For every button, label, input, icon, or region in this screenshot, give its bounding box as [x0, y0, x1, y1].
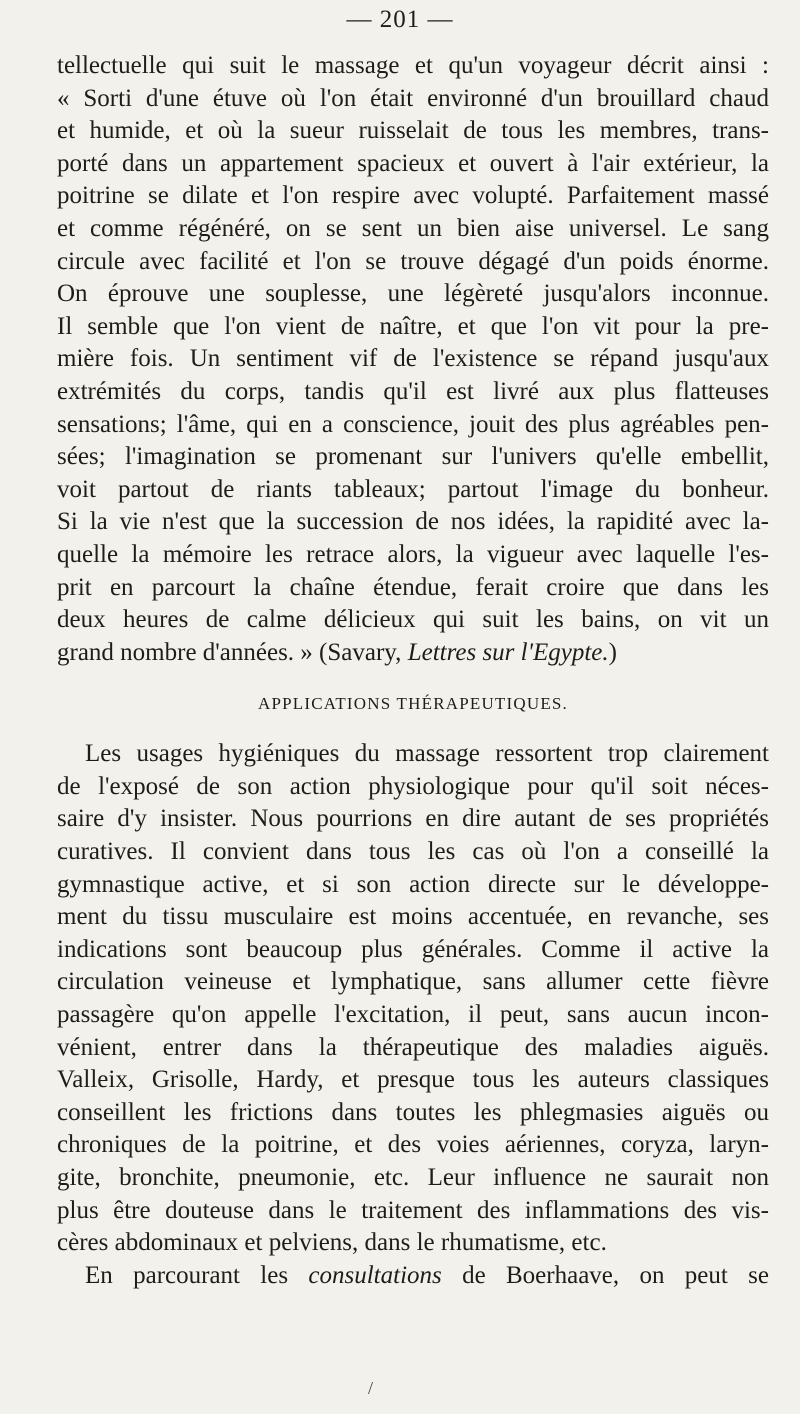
- text-line: porté dans un appartement spacieux et ouvert à l'air extérieur, la: [57, 149, 769, 177]
- text-line: passagère qu'on appelle l'excitation, il peut, sans aucun incon-: [57, 1001, 769, 1029]
- text-line: plus être douteuse dans le traitement des inflammations des vis-: [57, 1196, 769, 1224]
- text-line: et comme régénéré, on se sent un bien aise universel. Le sang: [57, 214, 769, 242]
- text-line: chroniques de la poitrine, et des voies aériennes, coryza, laryn-: [57, 1131, 769, 1159]
- page-number-header: — 201 —: [346, 6, 454, 33]
- citation-suffix: ): [608, 638, 617, 666]
- text-line: saire d'y insister. Nous pourrions en dire autant de ses propriétés: [57, 805, 769, 833]
- text-line: tellectuelle qui suit le massage et qu'un voyageur décrit ainsi :: [57, 52, 769, 79]
- text-line: Les usages hygiéniques du massage ressortent trop clairement: [85, 740, 769, 768]
- text-line: circulation veineuse et lymphatique, sans allumer cette fièvre: [57, 968, 769, 996]
- text-line: Il semble que l'on vient de naître, et que l'on vit pour la pre-: [57, 312, 769, 340]
- paragraph-1-last-line: [57, 637, 769, 670]
- text-line: indications sont beaucoup plus générales. Comme il active la: [57, 935, 769, 963]
- section-heading: APPLICATIONS THÉRAPEUTIQUES.: [257, 694, 569, 714]
- text-line: vénient, entrer dans la thérapeutique des maladies aiguës.: [57, 1033, 769, 1061]
- paragraph-3-italic: consultations: [308, 1261, 442, 1289]
- text-line: deux heures de calme délicieux qui suit les bains, on vit un: [57, 606, 769, 634]
- text-line: Si la vie n'est que la succession de nos idées, la rapidité avec la-: [57, 508, 769, 536]
- citation-title: Lettres sur l'Egypte.: [407, 638, 609, 666]
- text-line: Valleix, Grisolle, Hardy, et presque tous les auteurs classiques: [57, 1066, 769, 1094]
- citation-prefix: grand nombre d'années. » (Savary,: [57, 638, 408, 666]
- text-line: circule avec facilité et l'on se trouve dégagé d'un poids énorme.: [57, 247, 769, 275]
- text-line: quelle la mémoire les retrace alors, la vigueur avec laquelle l'es-: [57, 540, 769, 568]
- text-line: mière fois. Un sentiment vif de l'existence se répand jusqu'aux: [57, 345, 769, 373]
- text-line: de l'exposé de son action physiologique pour qu'il soit néces-: [57, 772, 769, 800]
- text-line: gite, bronchite, pneumonie, etc. Leur influence ne saurait non: [57, 1164, 769, 1191]
- paragraph-2: [57, 738, 769, 1260]
- paragraph-3-suffix: de Boerhaave, on peut se: [441, 1261, 769, 1289]
- paragraph-3-prefix: En parcourant les: [85, 1261, 309, 1289]
- text-line: extrémités du corps, tandis qu'il est livré aux plus flatteuses: [57, 377, 769, 405]
- text-line: cères abdominaux et pelviens, dans le rhumatisme, etc.: [57, 1229, 607, 1257]
- stray-mark: /: [368, 1378, 374, 1398]
- text-line: curatives. Il convient dans tous les cas où l'on a conseillé la: [57, 838, 769, 866]
- text-line: gymnastique active, et si son action directe sur le développe-: [57, 870, 769, 898]
- text-line: voit partout de riants tableaux; partout l'image du bonheur.: [57, 475, 769, 503]
- text-body: [57, 50, 769, 1292]
- text-line: et humide, et où la sueur ruisselait de tous les membres, trans-: [57, 117, 769, 145]
- text-line: prit en parcourt la chaîne étendue, ferait croire que dans les: [57, 573, 769, 601]
- text-line: ment du tissu musculaire est moins accentuée, en revanche, ses: [57, 903, 769, 931]
- text-line: sées; l'imagination se promenant sur l'univers qu'elle embellit,: [57, 443, 769, 471]
- text-line: conseillent les frictions dans toutes les phlegmasies aiguës ou: [57, 1098, 769, 1126]
- text-line: On éprouve une souplesse, une légèreté jusqu'alors inconnue.: [57, 280, 769, 308]
- text-line: « Sorti d'une étuve où l'on était environné d'un brouillard chaud: [57, 84, 769, 112]
- text-line: sensations; l'âme, qui en a conscience, jouit des plus agréables pen-: [57, 410, 769, 438]
- paragraph-3-line: [57, 1260, 769, 1293]
- text-line: poitrine se dilate et l'on respire avec volupté. Parfaitement massé: [57, 182, 769, 210]
- paragraph-1: [57, 50, 769, 637]
